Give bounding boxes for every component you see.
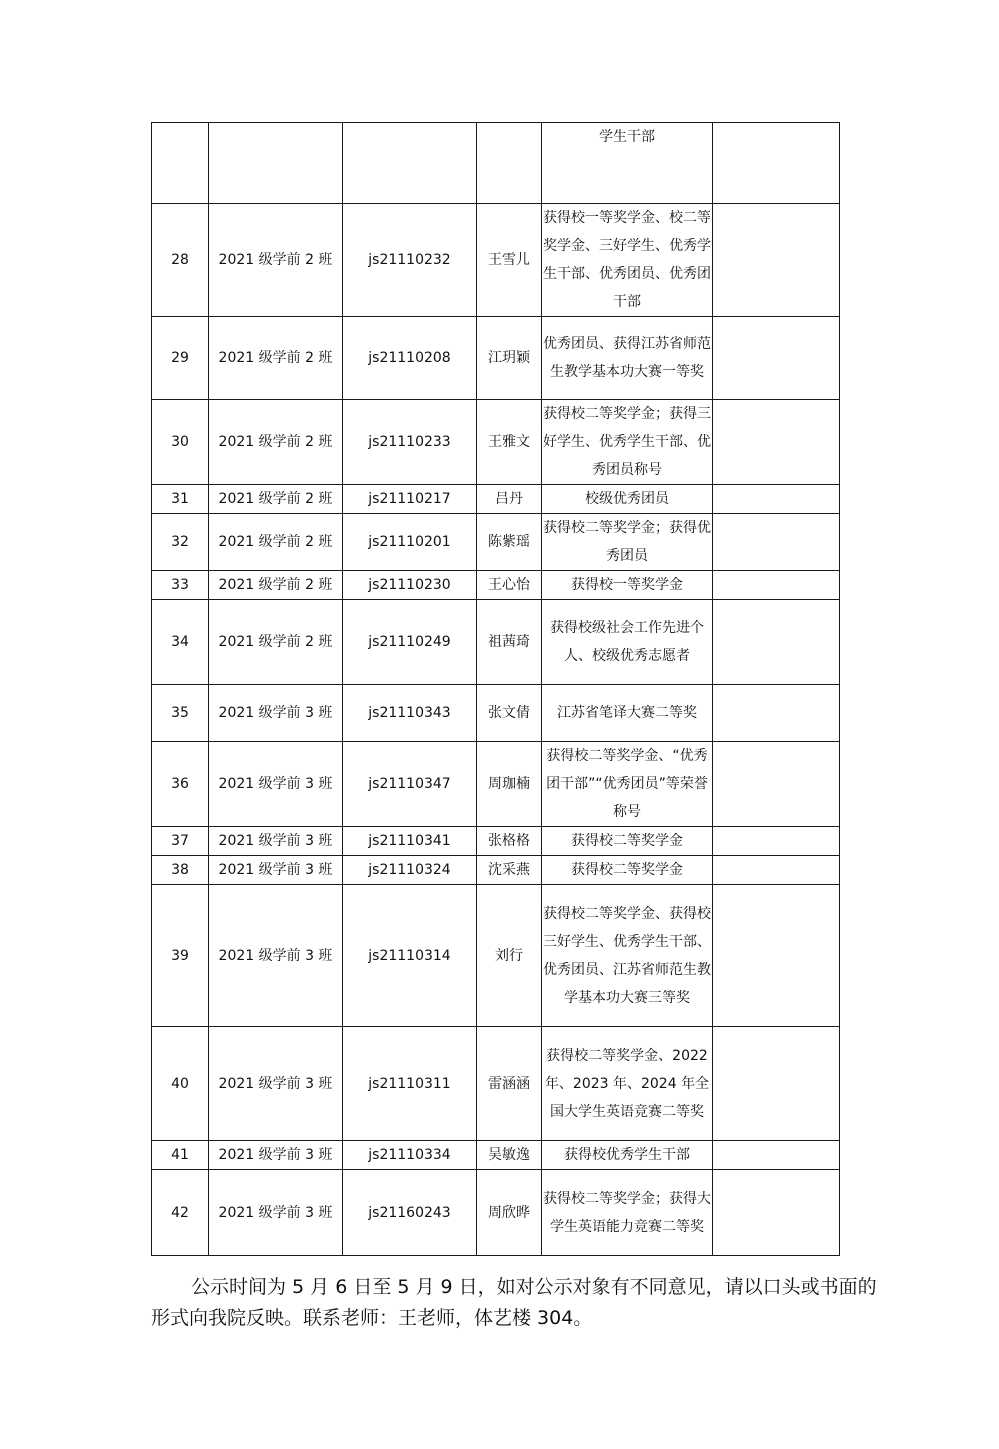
cell-name: 周珈楠 (477, 742, 542, 827)
cell-no (152, 123, 209, 204)
cell-no: 33 (152, 571, 209, 600)
table-row-continuation (152, 123, 840, 204)
cell-note (713, 742, 840, 827)
cell-class: 2021 级学前 3 班 (209, 856, 343, 885)
cell-student-id (343, 123, 477, 204)
cell-award: 获得校二等奖学金；获得大学生英语能力竞赛二等奖 (542, 1170, 713, 1256)
cell-note (713, 571, 840, 600)
cell-student-id: js21110230 (343, 571, 477, 600)
table-row (152, 317, 840, 400)
table-row (152, 742, 840, 827)
table-row (152, 1170, 840, 1256)
cell-name: 周欣晔 (477, 1170, 542, 1256)
cell-note (713, 856, 840, 885)
cell-name: 江玥颖 (477, 317, 542, 400)
cell-class: 2021 级学前 3 班 (209, 885, 343, 1027)
cell-note (713, 685, 840, 742)
cell-award: 获得校一等奖学金 (542, 571, 713, 600)
cell-name (477, 123, 542, 204)
cell-note (713, 204, 840, 317)
table-row (152, 827, 840, 856)
cell-note (713, 485, 840, 514)
cell-student-id: js21110249 (343, 600, 477, 685)
cell-no: 40 (152, 1027, 209, 1141)
cell-no: 31 (152, 485, 209, 514)
cell-student-id: js21110233 (343, 400, 477, 485)
cell-award: 江苏省笔译大赛二等奖 (542, 685, 713, 742)
cell-name: 沈采燕 (477, 856, 542, 885)
cell-class: 2021 级学前 2 班 (209, 400, 343, 485)
cell-note (713, 1170, 840, 1256)
cell-student-id: js21110341 (343, 827, 477, 856)
cell-no: 36 (152, 742, 209, 827)
table-row (152, 885, 840, 1027)
cell-student-id: js21110208 (343, 317, 477, 400)
cell-class: 2021 级学前 2 班 (209, 204, 343, 317)
cell-student-id: js21160243 (343, 1170, 477, 1256)
table-row (152, 856, 840, 885)
cell-student-id: js21110217 (343, 485, 477, 514)
table-row (152, 514, 840, 571)
cell-award: 优秀团员、获得江苏省师范生教学基本功大赛一等奖 (542, 317, 713, 400)
cell-class (209, 123, 343, 204)
cell-note (713, 317, 840, 400)
cell-no: 29 (152, 317, 209, 400)
cell-student-id: js21110324 (343, 856, 477, 885)
cell-student-id: js21110347 (343, 742, 477, 827)
cell-name: 张文倩 (477, 685, 542, 742)
cell-class: 2021 级学前 3 班 (209, 827, 343, 856)
cell-name: 张格格 (477, 827, 542, 856)
cell-class: 2021 级学前 3 班 (209, 685, 343, 742)
cell-name: 王心怡 (477, 571, 542, 600)
table-row (152, 600, 840, 685)
cell-student-id: js21110343 (343, 685, 477, 742)
cell-no: 34 (152, 600, 209, 685)
cell-note (713, 1141, 840, 1170)
cell-note (713, 827, 840, 856)
cell-name: 刘行 (477, 885, 542, 1027)
cell-note (713, 400, 840, 485)
cell-award: 学生干部 (542, 123, 713, 204)
cell-student-id: js21110314 (343, 885, 477, 1027)
cell-name: 祖茜琦 (477, 600, 542, 685)
cell-award: 获得校二等奖学金、2022 年、2023 年、2024 年全国大学生英语竞赛二等奖 (542, 1027, 713, 1141)
table-row (152, 571, 840, 600)
award-roster-table (151, 122, 840, 1256)
cell-student-id: js21110201 (343, 514, 477, 571)
cell-award: 获得校二等奖学金、“优秀团干部”“优秀团员”等荣誉称号 (542, 742, 713, 827)
cell-award: 校级优秀团员 (542, 485, 713, 514)
cell-name: 吴敏逸 (477, 1141, 542, 1170)
public-notice (151, 1272, 881, 1334)
cell-note (713, 600, 840, 685)
cell-award: 获得校一等奖学金、校二等奖学金、三好学生、优秀学生干部、优秀团员、优秀团干部 (542, 204, 713, 317)
cell-no: 38 (152, 856, 209, 885)
cell-name: 吕丹 (477, 485, 542, 514)
cell-award: 获得校二等奖学金 (542, 827, 713, 856)
cell-no: 28 (152, 204, 209, 317)
cell-name: 陈紫瑶 (477, 514, 542, 571)
cell-name: 王雪儿 (477, 204, 542, 317)
cell-award: 获得校二等奖学金 (542, 856, 713, 885)
cell-no: 41 (152, 1141, 209, 1170)
table-row (152, 685, 840, 742)
notice-text: 公示时间为 5 月 6 日至 5 月 9 日，如对公示对象有不同意见，请以口头或书面的形式向我院反映。联系老师：王老师，体艺楼 304。 (151, 1276, 877, 1329)
cell-no: 35 (152, 685, 209, 742)
cell-no: 32 (152, 514, 209, 571)
cell-name: 雷涵涵 (477, 1027, 542, 1141)
cell-award: 获得校二等奖学金、获得校三好学生、优秀学生干部、优秀团员、江苏省师范生教学基本功大赛三等奖 (542, 885, 713, 1027)
cell-class: 2021 级学前 2 班 (209, 317, 343, 400)
cell-no: 39 (152, 885, 209, 1027)
cell-class: 2021 级学前 3 班 (209, 1141, 343, 1170)
cell-class: 2021 级学前 2 班 (209, 485, 343, 514)
cell-class: 2021 级学前 2 班 (209, 514, 343, 571)
cell-class: 2021 级学前 3 班 (209, 1170, 343, 1256)
cell-note (713, 514, 840, 571)
cell-note (713, 1027, 840, 1141)
cell-class: 2021 级学前 3 班 (209, 1027, 343, 1141)
cell-award: 获得校优秀学生干部 (542, 1141, 713, 1170)
cell-student-id: js21110334 (343, 1141, 477, 1170)
cell-award: 获得校二等奖学金；获得三好学生、优秀学生干部、优秀团员称号 (542, 400, 713, 485)
cell-note (713, 123, 840, 204)
cell-class: 2021 级学前 3 班 (209, 742, 343, 827)
table-row (152, 1141, 840, 1170)
cell-no: 30 (152, 400, 209, 485)
cell-class: 2021 级学前 2 班 (209, 600, 343, 685)
cell-class: 2021 级学前 2 班 (209, 571, 343, 600)
table-row (152, 204, 840, 317)
cell-award: 获得校二等奖学金；获得优秀团员 (542, 514, 713, 571)
table-row (152, 400, 840, 485)
cell-student-id: js21110232 (343, 204, 477, 317)
cell-name: 王雅文 (477, 400, 542, 485)
cell-award: 获得校级社会工作先进个人、校级优秀志愿者 (542, 600, 713, 685)
cell-no: 42 (152, 1170, 209, 1256)
cell-no: 37 (152, 827, 209, 856)
cell-student-id: js21110311 (343, 1027, 477, 1141)
cell-note (713, 885, 840, 1027)
table-row (152, 1027, 840, 1141)
table-row (152, 485, 840, 514)
